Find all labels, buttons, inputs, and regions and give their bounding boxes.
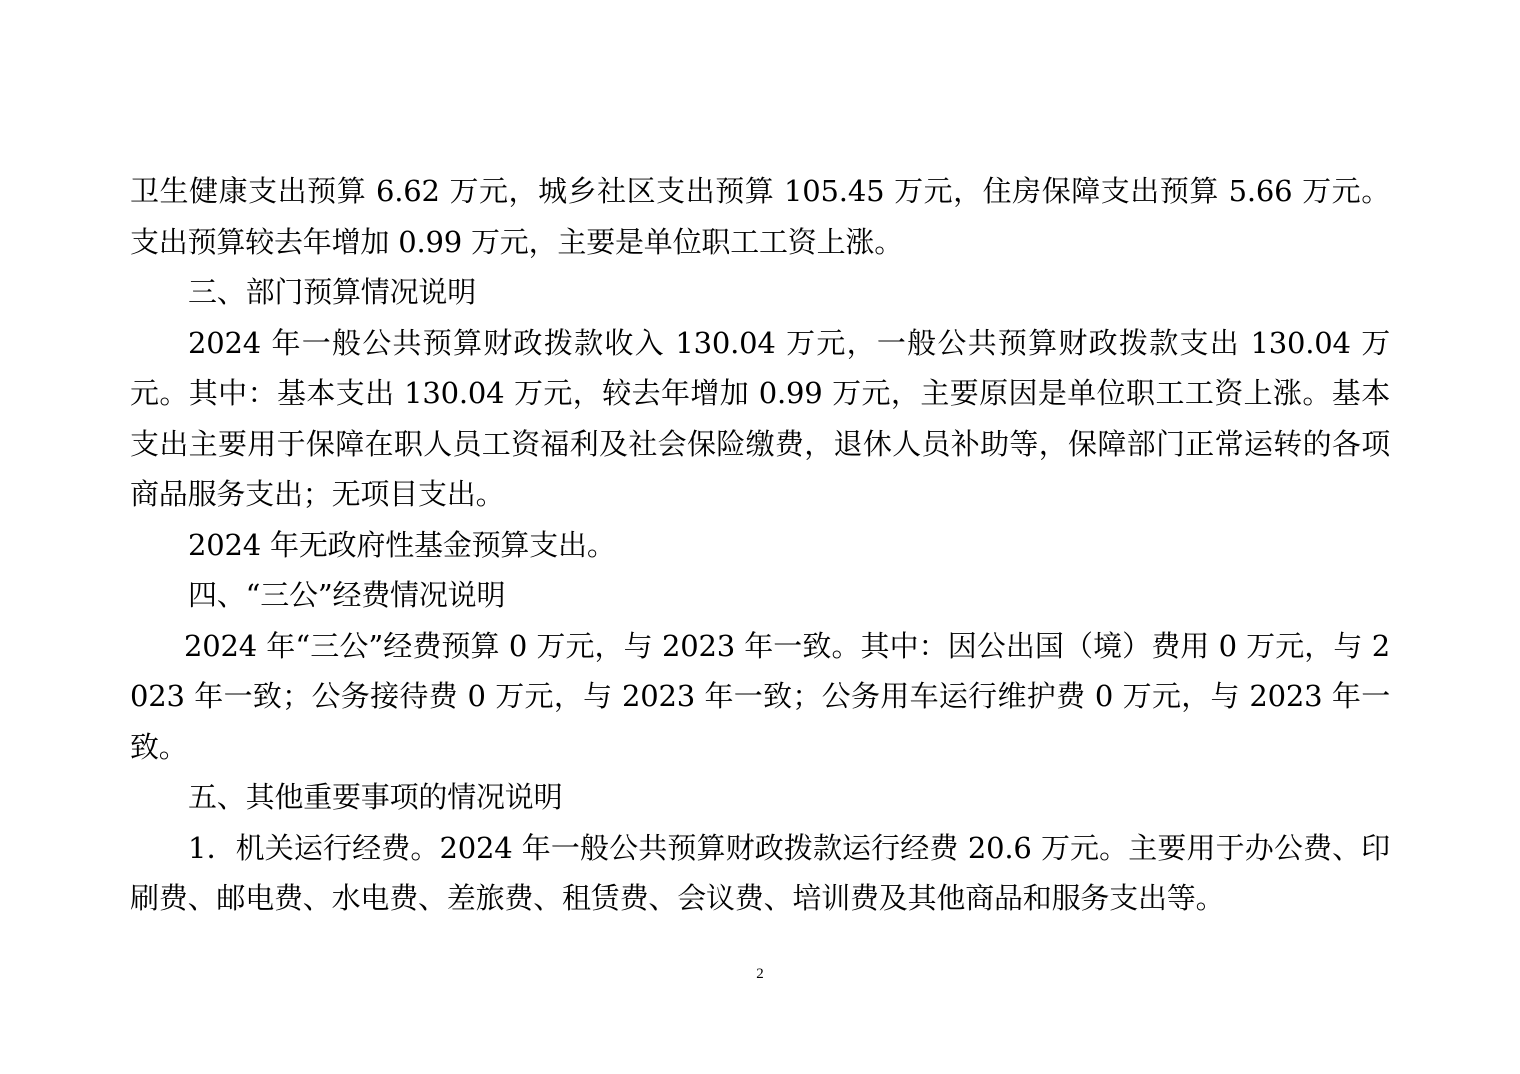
- document-body: [130, 166, 1390, 924]
- paragraph-operating-expenses: 1．机关运行经费。2024 年一般公共预算财政拨款运行经费 20.6 万元。主要用于办公费、印刷费、邮电费、水电费、差旅费、租赁费、会议费、培训费及其他商品和服务支出等。: [130, 830, 1390, 915]
- section-heading-other-matters: 五、其他重要事项的情况说明: [188, 780, 563, 814]
- section-heading-department-budget: 三、部门预算情况说明: [188, 275, 477, 309]
- paragraph-three-public-expenses: 2024 年“三公”经费预算 0 万元，与 2023 年一致。其中：因公出国（境）费用 0 万元，与 2023 年一致；公务接待费 0 万元，与 2023 年一致；公务用车运行维护费 0 万元，与 2023 年一致。: [130, 628, 1390, 764]
- section-heading-three-public: 四、“三公”经费情况说明: [188, 578, 506, 612]
- paragraph-expenditure-summary: 卫生健康支出预算 6.62 万元，城乡社区支出预算 105.45 万元，住房保障支出预算 5.66 万元。支出预算较去年增加 0.99 万元，主要是单位职工工资上涨。: [130, 174, 1390, 259]
- page-number: 2: [756, 966, 764, 982]
- paragraph-government-fund: 2024 年无政府性基金预算支出。: [188, 527, 616, 562]
- paragraph-general-budget: 2024 年一般公共预算财政拨款收入 130.04 万元，一般公共预算财政拨款支出 130.04 万元。其中：基本支出 130.04 万元，较去年增加 0.99 万元，主要原因是单位职工工资上涨。基本支出主要用于保障在职人员工资福利及社会保险缴费，退休人员补助等，保障部门正常运转的各项商品服务支出；无项目支出。: [130, 325, 1390, 511]
